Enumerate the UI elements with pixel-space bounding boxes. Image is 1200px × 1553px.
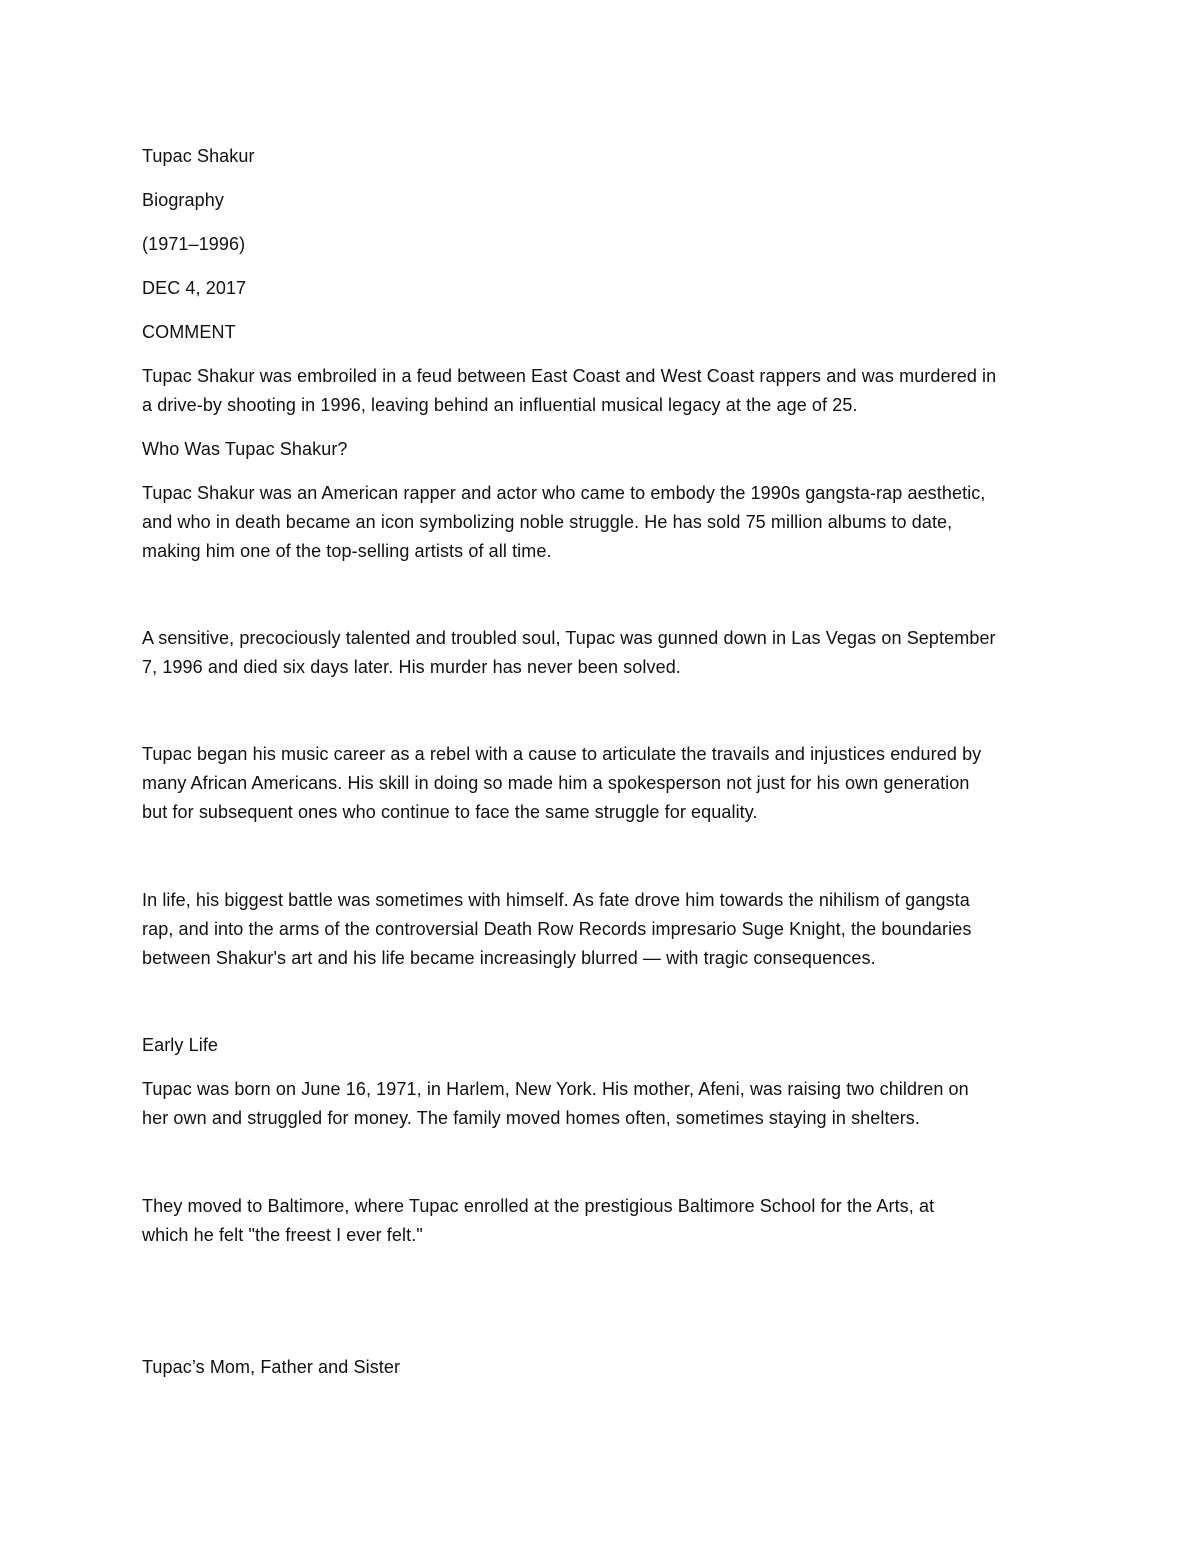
document-category: Biography	[142, 190, 224, 210]
document-title: Tupac Shakur	[142, 146, 255, 166]
paragraph-born: Tupac was born on June 16, 1971, in Harlem, New York. His mother, Afeni, was raising two children on her own and struggled for money. The family moved homes often, sometimes staying in shelters.	[142, 1079, 969, 1128]
heading-who-was-tupac: Who Was Tupac Shakur?	[142, 439, 348, 459]
paragraph-baltimore: They moved to Baltimore, where Tupac enrolled at the prestigious Baltimore School for the Arts, at which he felt "the freest I ever felt."	[142, 1196, 935, 1245]
comment-label: COMMENT	[142, 322, 236, 342]
document-years: (1971–1996)	[142, 234, 246, 254]
paragraph-who-was-tupac: Tupac Shakur was an American rapper and actor who came to embody the 1990s gangsta-rap aesthetic, and who in death became an icon symbolizing noble struggle. He has sold 75 million albums to date, making him one of the top-selling artists of all time.	[142, 483, 986, 561]
paragraph-sensitive-soul: A sensitive, precociously talented and troubled soul, Tupac was gunned down in Las Vegas on September 7, 1996 and died six days later. His murder has never been solved.	[142, 628, 996, 677]
paragraph-music-career: Tupac began his music career as a rebel with a cause to articulate the travails and injustices endured by many African Americans. His skill in doing so made him a spokesperson not just for his own generation but for subsequent ones who continue to face the same struggle for equality.	[142, 744, 982, 822]
paragraph-biggest-battle: In life, his biggest battle was sometimes with himself. As fate drove him towards the nihilism of gangsta rap, and into the arms of the controversial Death Row Records impresario Suge Knight, the boundaries between Shakur's art and his life became increasingly blurred — with tragic consequences.	[142, 890, 972, 968]
intro-paragraph: Tupac Shakur was embroiled in a feud between East Coast and West Coast rappers and was murdered in a drive-by shooting in 1996, leaving behind an influential musical legacy at the age of 25.	[142, 366, 997, 415]
heading-family: Tupac’s Mom, Father and Sister	[142, 1357, 401, 1377]
heading-early-life: Early Life	[142, 1035, 219, 1055]
document-date: DEC 4, 2017	[142, 278, 247, 298]
